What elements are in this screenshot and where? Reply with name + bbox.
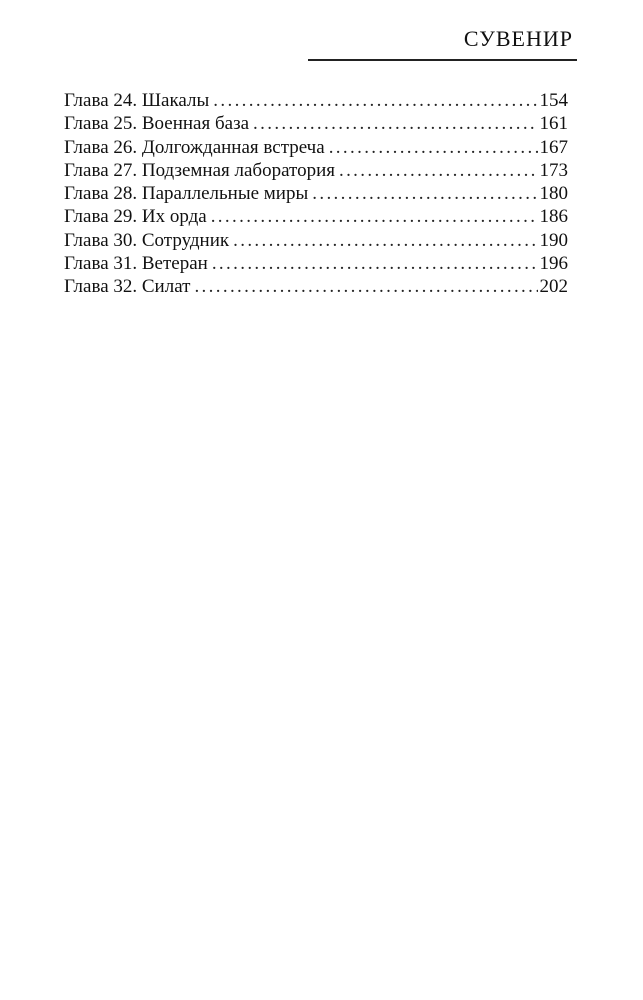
- toc-entry: [64, 229, 568, 252]
- toc-entry: [64, 89, 568, 112]
- toc-entry: [64, 252, 568, 275]
- toc-entry-title: Глава 29. Их орда: [64, 206, 207, 228]
- dot-leader: [312, 182, 537, 205]
- toc-entry-page: 180: [539, 183, 568, 205]
- toc-entry-page: 173: [539, 159, 568, 181]
- toc-entry-title: Глава 25. Военная база: [64, 113, 250, 135]
- toc-entry-title: Глава 28. Параллельные миры: [64, 183, 309, 205]
- toc-entry-page: 190: [539, 229, 568, 251]
- toc-entry-page: 186: [539, 206, 568, 228]
- dot-leader: [339, 159, 538, 182]
- dot-leader: [194, 275, 537, 298]
- dot-leader: [329, 136, 538, 159]
- toc-entry-title: Глава 26. Долгожданная встреча: [64, 136, 325, 158]
- dot-leader: [212, 252, 538, 275]
- toc-entry-title: Глава 32. Силат: [64, 276, 191, 298]
- toc-entry-title: Глава 31. Ветеран: [64, 253, 208, 275]
- toc-entry-title: Глава 27. Подземная лаборатория: [64, 159, 335, 181]
- dot-leader: [211, 205, 538, 228]
- dot-leader: [213, 89, 537, 112]
- dot-leader: [233, 229, 537, 252]
- header-rule: [308, 59, 577, 61]
- toc-entry-page: 202: [539, 276, 568, 298]
- toc-entry-page: 161: [539, 113, 568, 135]
- toc-entry-title: Глава 24. Шакалы: [64, 90, 210, 111]
- toc-entry-title: Глава 30. Сотрудник: [64, 229, 230, 251]
- toc-entry: [64, 136, 568, 159]
- dot-leader: [253, 112, 537, 135]
- toc-entry: [64, 159, 568, 182]
- table-of-contents: [64, 89, 568, 299]
- toc-entry: [64, 112, 568, 135]
- toc-entry: [64, 205, 568, 228]
- toc-entry-page: 196: [539, 253, 568, 275]
- toc-entry-page: 154: [539, 90, 568, 111]
- running-title: СУВЕНИР: [463, 26, 573, 51]
- toc-entry: [64, 182, 568, 205]
- toc-entry: [64, 275, 568, 298]
- toc-entry-page: 167: [539, 136, 568, 158]
